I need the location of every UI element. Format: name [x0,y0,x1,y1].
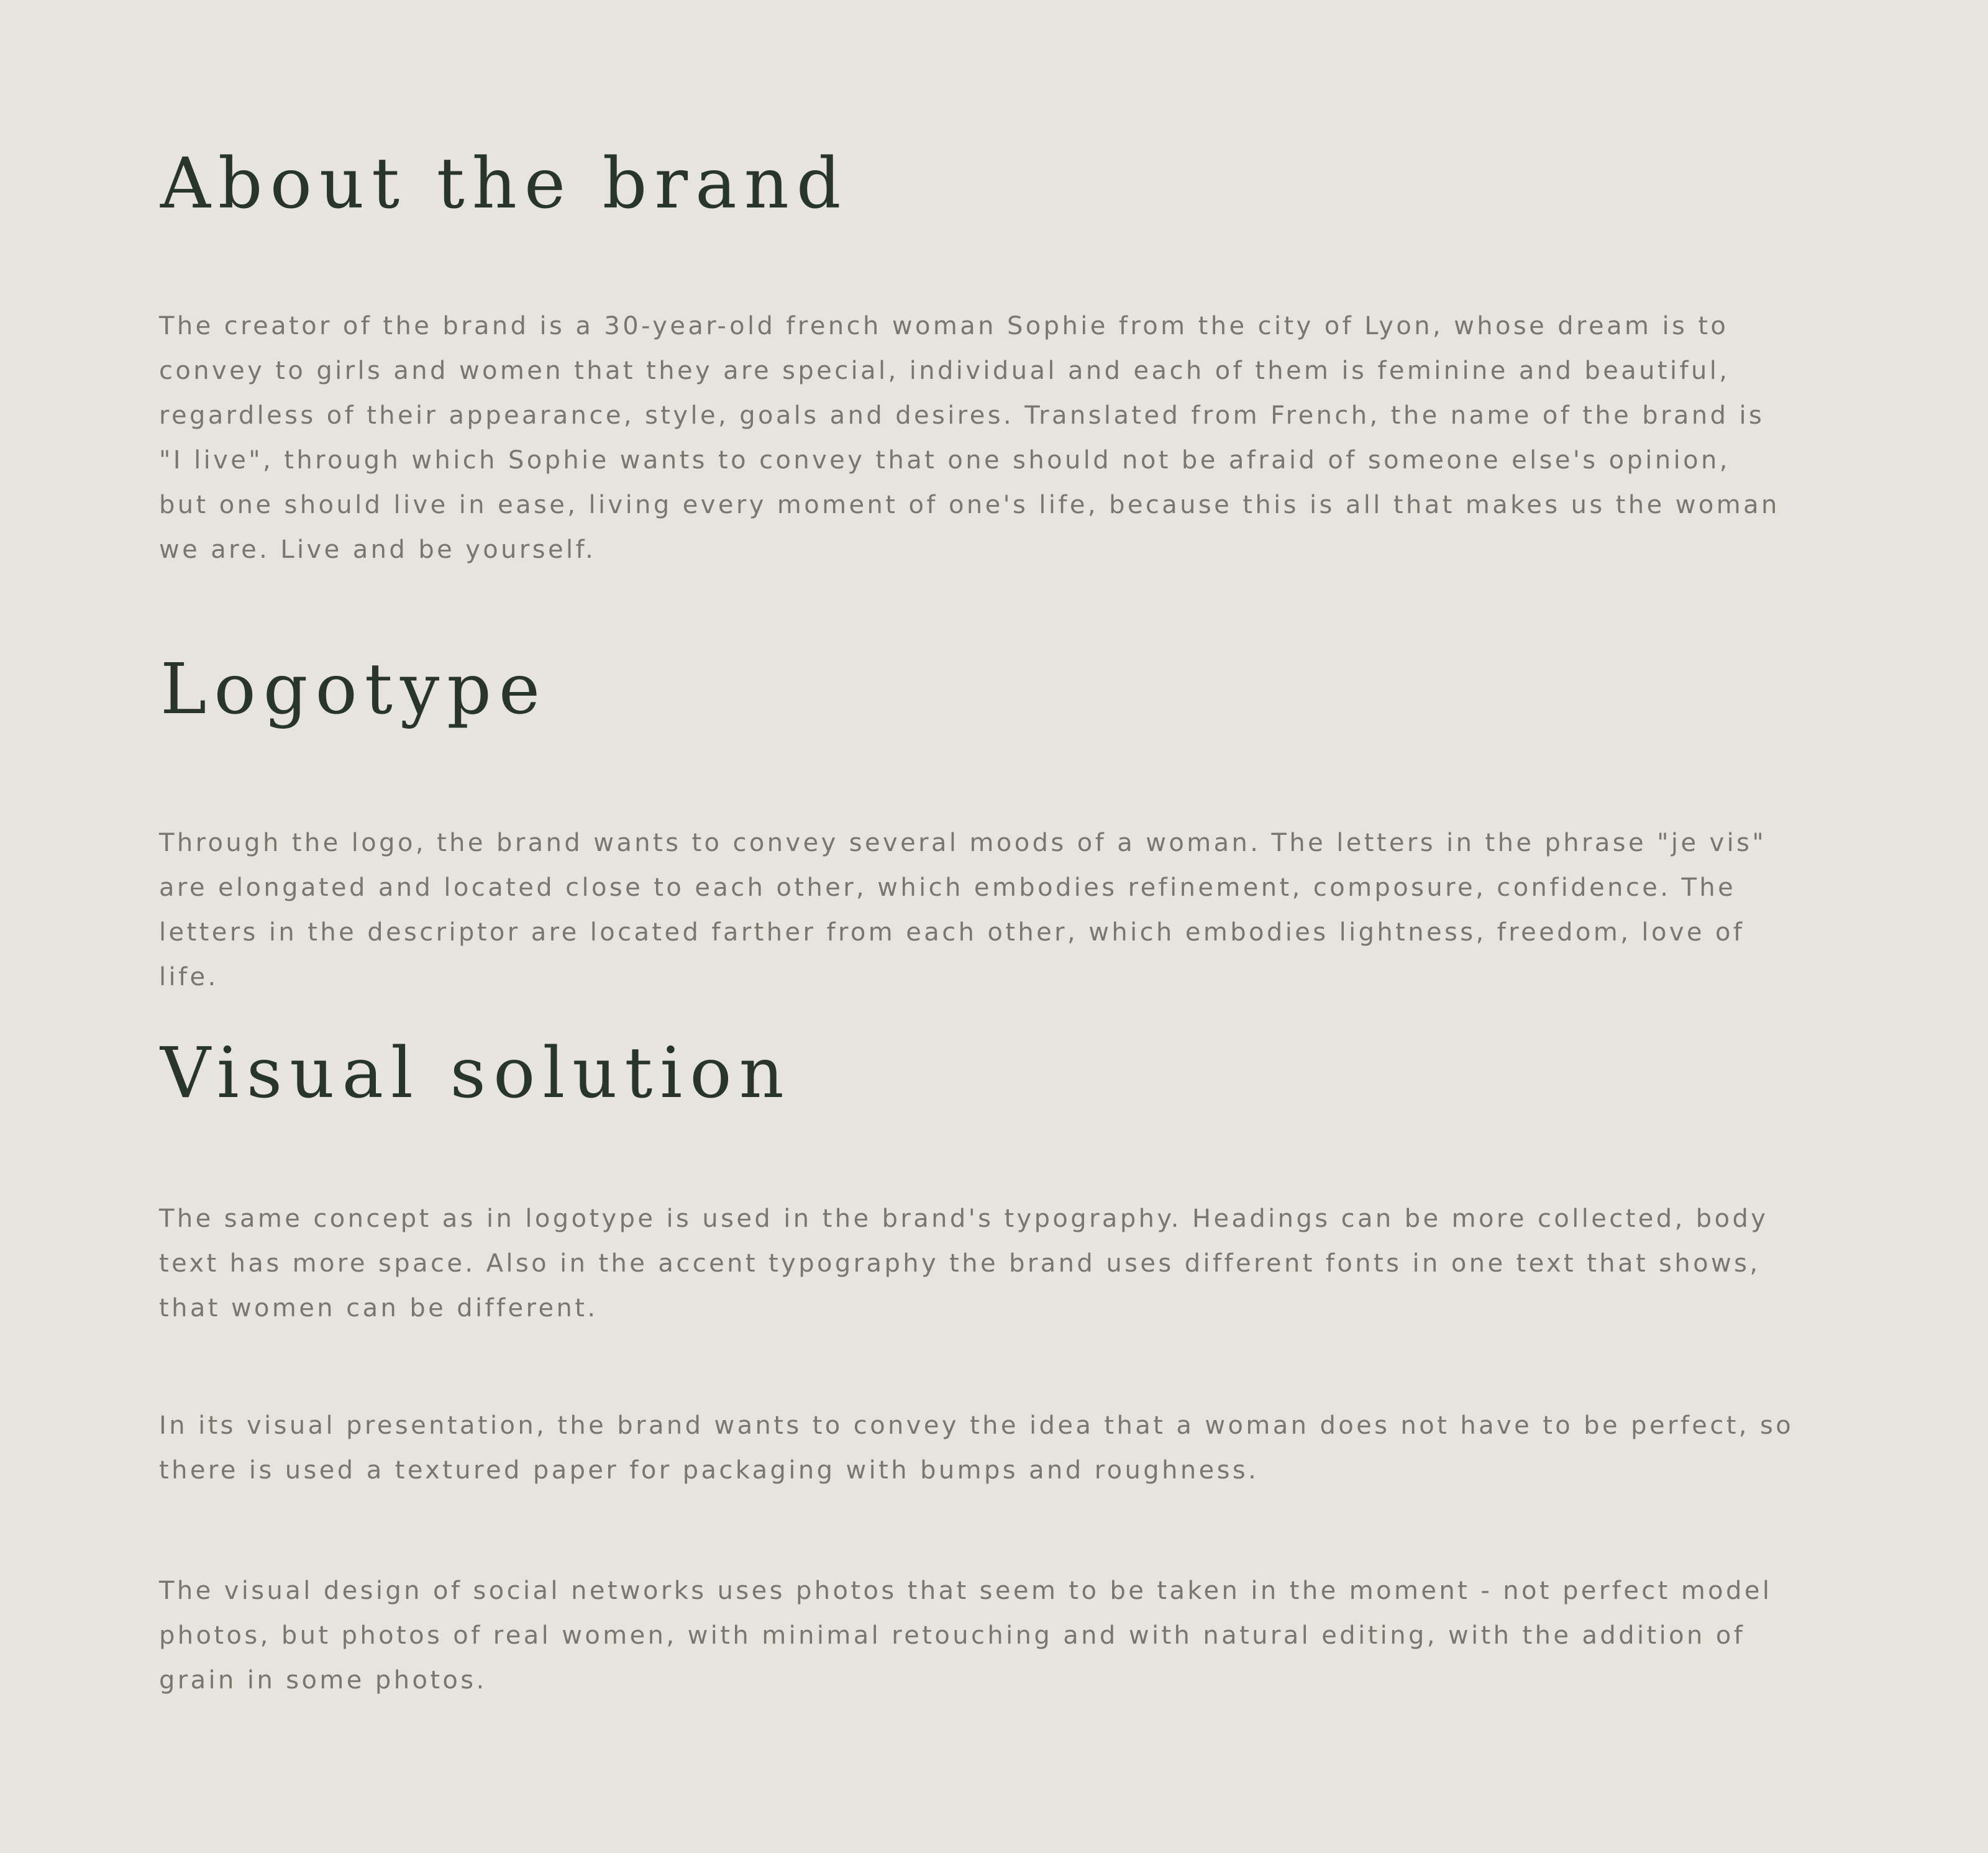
heading-visual-solution: Visual solution [160,1033,791,1114]
visual-paragraph-social-networks: The visual design of social networks uses photos that seem to be taken in the moment - not perfect model photos, but photos of real women, with minimal retouching and with natural editing, with the addition of grain in some photos. [159,1577,1772,1695]
logotype-paragraph: Through the logo, the brand wants to convey several moods of a woman. The letters in the phrase "je vis" are elongated and located close to each other, which embodies refinement, composure, confidence. The letters in the descriptor are located farther from each other, which embodies lightness, freedom, love of life. [159,829,1767,991]
heading-logotype: Logotype [160,649,548,730]
about-paragraph: The creator of the brand is a 30-year-old french woman Sophie from the city of Lyon, whose dream is to convey to girls and women that they are special, individual and each of them is feminine and beautiful, regardless of their appearance, style, goals and desires. Translated from French, the name of the brand is "I live", through which Sophie wants to convey that one should not be afraid of someone else's opinion, but one should live in ease, living every moment of one's life, because this is all that makes us the woman we are. Live and be yourself. [159,312,1780,564]
heading-about-the-brand: About the brand [160,143,849,224]
visual-paragraph-typography: The same concept as in logotype is used in the brand's typography. Headings can be more collected, body text has more space. Also in the accent typography the brand uses different fonts in one text that shows, that women can be different. [159,1204,1769,1323]
visual-paragraph-packaging: In its visual presentation, the brand wants to convey the idea that a woman does not have to be perfect, so there is used a textured paper for packaging with bumps and roughness. [159,1411,1794,1485]
